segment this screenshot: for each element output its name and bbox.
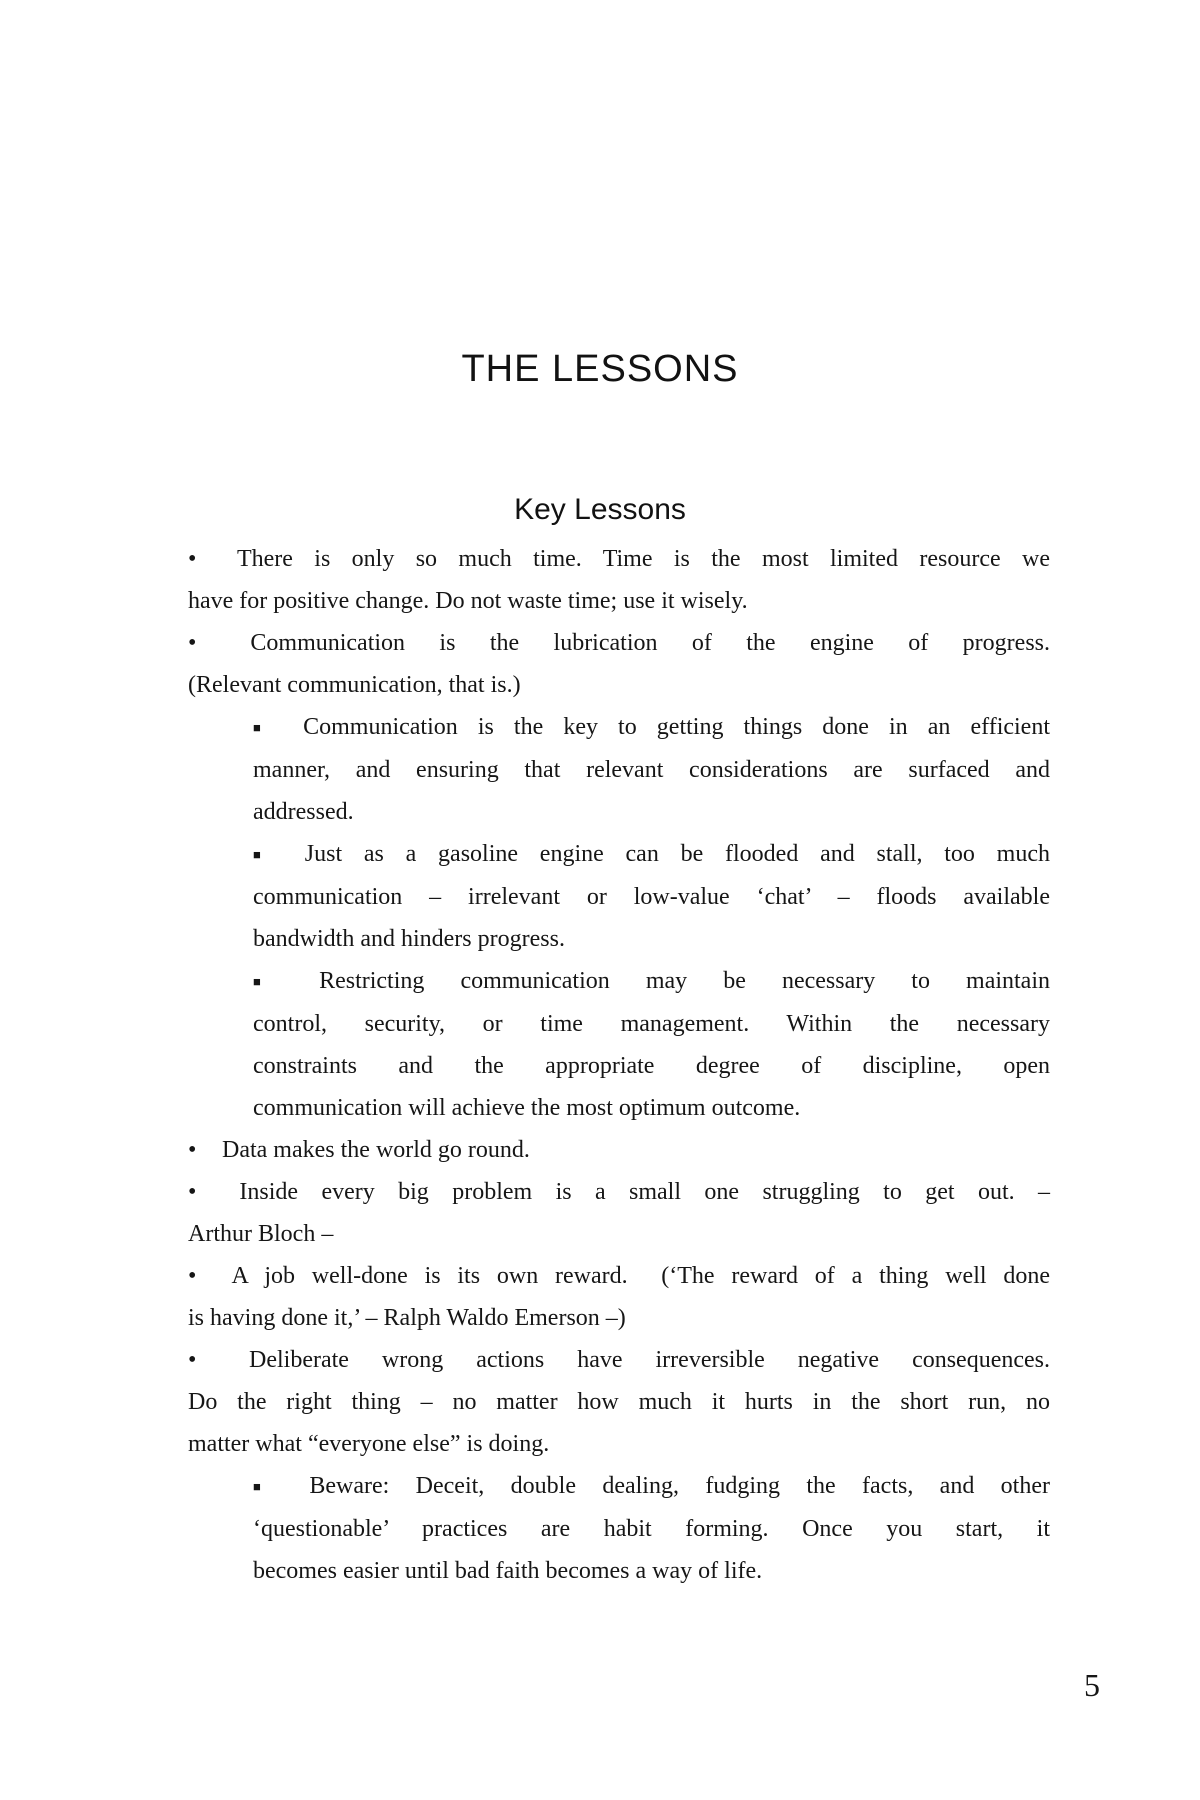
bullet-icon: • — [188, 1137, 197, 1163]
lesson-line — [253, 1045, 1050, 1087]
lesson-line — [253, 1508, 1050, 1550]
lesson-text: have for positive change. Do not waste time; use it wisely. — [188, 588, 748, 614]
lesson-text: Deliberate wrong actions have irreversible negative consequences. — [249, 1347, 1051, 1373]
lesson-text: addressed. — [253, 799, 354, 825]
square-bullet-icon: ■ — [253, 1479, 261, 1494]
lesson-text: manner, and ensuring that relevant considerations are surfaced and — [253, 757, 1050, 783]
lesson-line — [253, 1550, 1050, 1592]
lesson-text: Restricting communication may be necessary to maintain — [319, 968, 1051, 994]
lesson-line — [253, 1465, 1050, 1508]
lesson-subitem-restricting-communication — [253, 960, 1050, 1129]
lesson-line — [188, 622, 1050, 664]
lesson-text: A job well-done is its own reward. (‘The reward of a thing well done — [231, 1263, 1050, 1289]
lesson-text: Communication is the key to getting things done in an efficient — [303, 714, 1051, 740]
lesson-text: Communication is the lubrication of the engine of progress. — [250, 630, 1051, 656]
lesson-line — [253, 791, 1050, 833]
lesson-subitem-flooded-engine — [253, 833, 1050, 960]
lesson-text: control, security, or time management. Within the necessary — [253, 1011, 1050, 1037]
lessons-list — [188, 538, 1050, 1592]
square-bullet-icon: ■ — [253, 847, 261, 862]
lesson-line — [188, 1339, 1050, 1381]
lesson-line — [188, 1423, 1050, 1465]
lesson-line — [253, 833, 1050, 876]
lesson-line — [188, 1129, 1050, 1171]
lesson-text: Do the right thing – no matter how much it hurts in the short run, no — [188, 1389, 1050, 1415]
lesson-text: There is only so much time. Time is the most limited resource we — [236, 546, 1050, 572]
bullet-icon: • — [188, 630, 197, 656]
lesson-line — [188, 538, 1050, 580]
lesson-text: constraints and the appropriate degree of discipline, open — [253, 1053, 1050, 1079]
square-bullet-icon: ■ — [253, 720, 261, 735]
bullet-icon: • — [188, 1263, 197, 1289]
lesson-text: bandwidth and hinders progress. — [253, 926, 565, 952]
lesson-text: is having done it,’ – Ralph Waldo Emerson –) — [188, 1305, 626, 1331]
lesson-text: Arthur Bloch – — [188, 1221, 334, 1247]
lesson-text: Data makes the world go round. — [222, 1137, 530, 1163]
bullet-icon: • — [188, 1347, 197, 1373]
lesson-line — [253, 706, 1050, 749]
lesson-text: (Relevant communication, that is.) — [188, 672, 521, 698]
section-title: Key Lessons — [514, 492, 686, 526]
lesson-item-communication — [188, 622, 1050, 706]
lesson-subitem-beware-deceit — [253, 1465, 1050, 1592]
lesson-item-wrong-actions — [188, 1339, 1050, 1465]
lesson-line — [253, 960, 1050, 1003]
lesson-line — [253, 1003, 1050, 1045]
bullet-icon: • — [188, 546, 197, 572]
lesson-text: communication will achieve the most optimum outcome. — [253, 1095, 801, 1121]
lesson-line — [188, 580, 1050, 622]
lesson-line — [188, 664, 1050, 706]
lesson-line — [188, 1171, 1050, 1213]
lesson-line — [188, 1297, 1050, 1339]
square-bullet-icon: ■ — [253, 974, 261, 989]
lesson-line — [253, 749, 1050, 791]
chapter-title: THE LESSONS — [461, 348, 739, 391]
lesson-line — [253, 1087, 1050, 1129]
lesson-text: communication – irrelevant or low-value ‘chat’ – floods available — [253, 884, 1050, 910]
lesson-line — [188, 1255, 1050, 1297]
lesson-line — [253, 876, 1050, 918]
lesson-item-big-problem — [188, 1171, 1050, 1255]
lesson-line — [188, 1213, 1050, 1255]
lesson-subitem-communication-key — [253, 706, 1050, 833]
lesson-item-job-well-done — [188, 1255, 1050, 1339]
lesson-text: matter what “everyone else” is doing. — [188, 1431, 550, 1457]
lesson-line — [253, 918, 1050, 960]
lesson-text: Inside every big problem is a small one struggling to get out. – — [239, 1179, 1051, 1205]
bullet-icon: • — [188, 1179, 197, 1205]
lesson-item-data — [188, 1129, 1050, 1171]
lesson-text: Beware: Deceit, double dealing, fudging the facts, and other — [309, 1473, 1050, 1499]
lesson-line — [188, 1381, 1050, 1423]
lesson-text: becomes easier until bad faith becomes a way of life. — [253, 1558, 763, 1584]
lesson-text: ‘questionable’ practices are habit forming. Once you start, it — [253, 1516, 1050, 1542]
lesson-text: Just as a gasoline engine can be flooded and stall, too much — [304, 841, 1050, 867]
lesson-item-time — [188, 538, 1050, 622]
page-number: 5 — [1084, 1667, 1100, 1703]
